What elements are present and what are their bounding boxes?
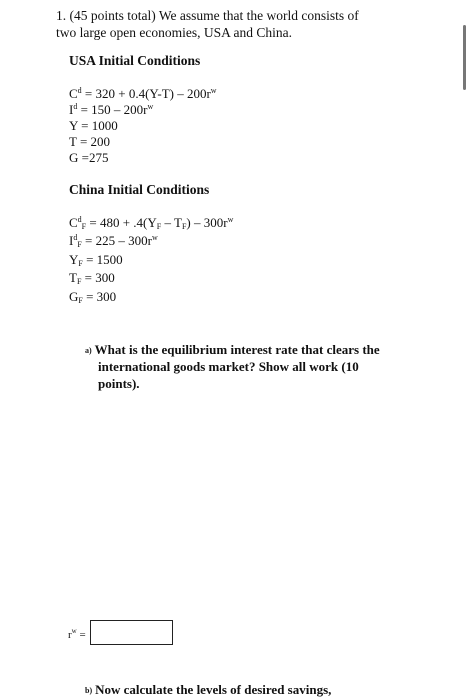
usa-consumption-eq: $C^d = 320 + 0.4(Y-T) - 200r^w$ (69, 86, 217, 101)
usa-tax-eq: T = 200 (69, 134, 111, 149)
china-investment-eq: $I^d_F = 225 - 300r^w$ (69, 233, 158, 249)
china-tax-eq: $T_F = 300$ (69, 270, 115, 286)
answer-label: $r^w$ = (68, 627, 86, 641)
china-consumption-eq: $C^d_F = 480 + .4(Y_F - T_F) - 300r^w$ (69, 215, 234, 231)
part-a-line-2: international goods market? Show all work (10 (98, 359, 359, 374)
usa-investment-eq: $I^d = 150 - 200r^w$ (69, 102, 154, 117)
part-a-marker: a) (85, 346, 92, 355)
china-government-eq: $G_F = 300$ (69, 289, 117, 305)
vertical-scrollbar[interactable] (463, 25, 466, 90)
part-a-line-3: points). (98, 376, 140, 391)
part-b-line-1: b) Now calculate the levels of desired savings, (85, 682, 332, 697)
answer-input-box[interactable] (90, 620, 173, 645)
question-line-2: two large open economies, USA and China. (56, 25, 292, 40)
usa-government-eq: G =275 (69, 150, 109, 165)
china-output-eq: $Y_F = 1500$ (69, 252, 123, 268)
usa-output-eq: Y = 1000 (69, 118, 118, 133)
usa-heading: USA Initial Conditions (69, 53, 201, 68)
part-b-marker: b) (85, 686, 93, 695)
question-line-1: 1. (45 points total) We assume that the world consists of (56, 8, 359, 23)
china-heading: China Initial Conditions (69, 182, 210, 197)
part-a-line-1: a) What is the equilibrium interest rate that clears the (85, 342, 380, 357)
